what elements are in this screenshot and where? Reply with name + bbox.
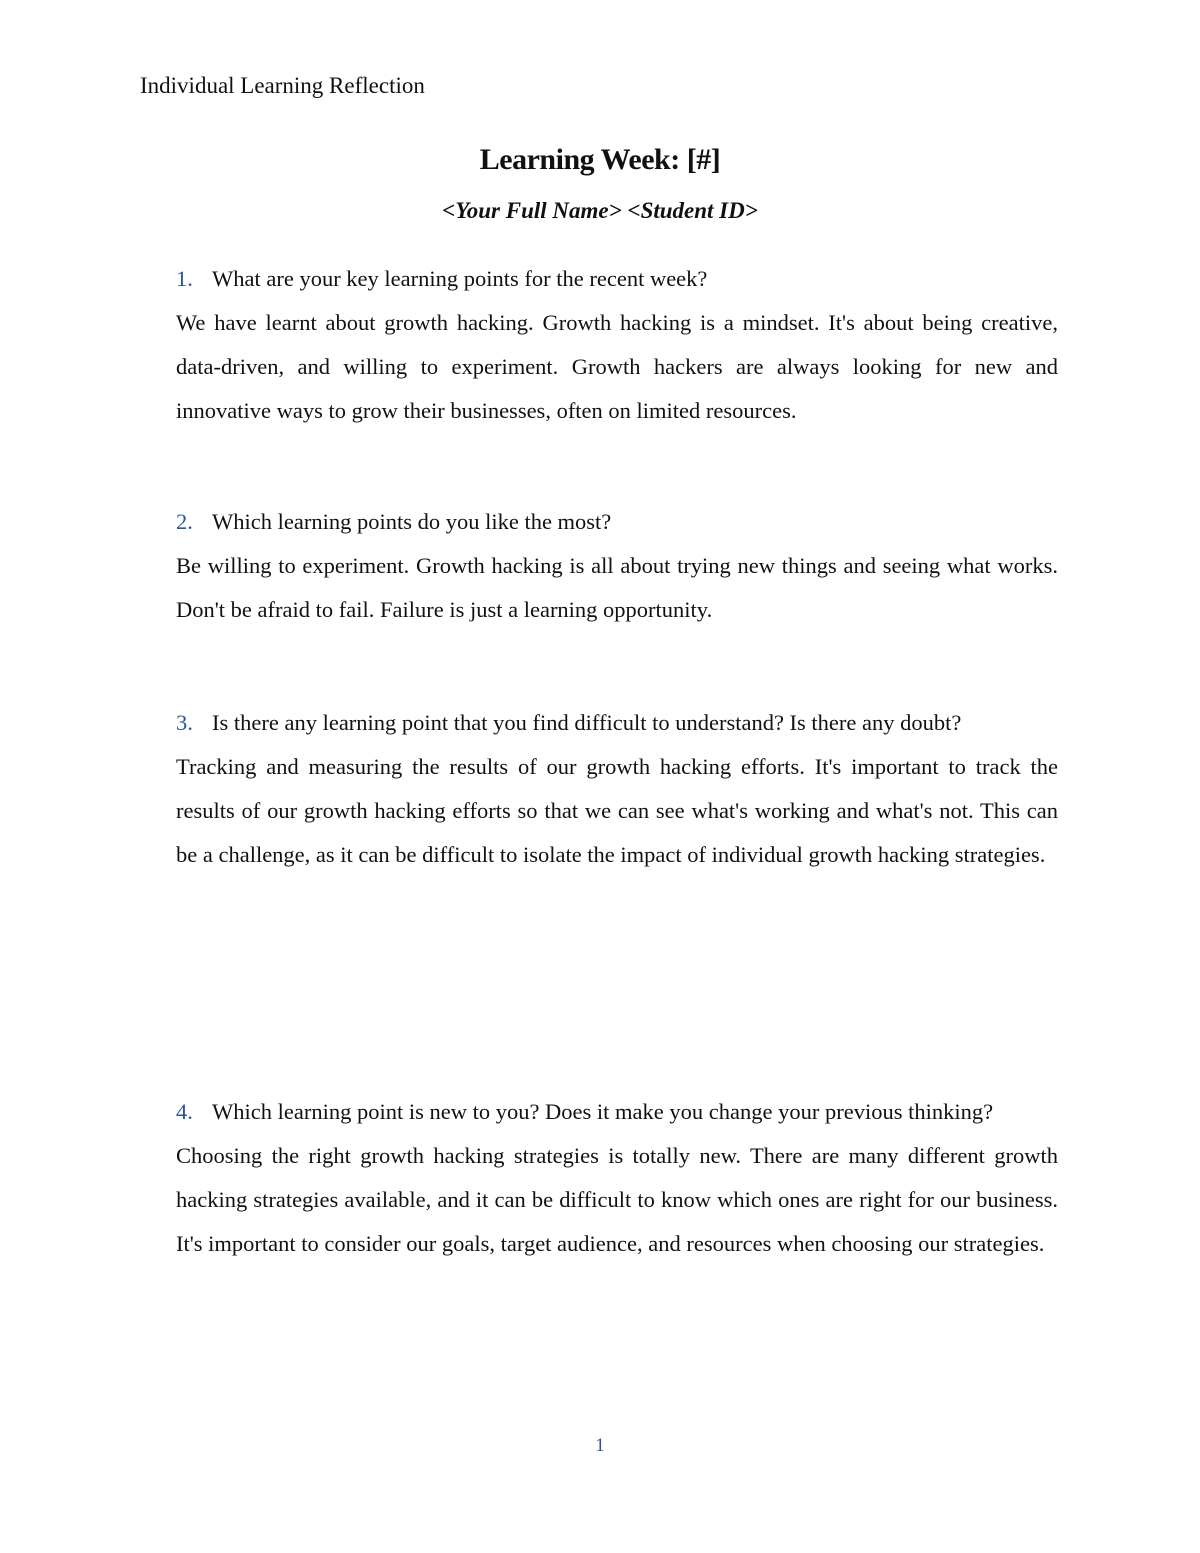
question-2 xyxy=(176,500,1058,544)
answer-1: We have learnt about growth hacking. Growth hacking is a mindset. It's about being creative, data-driven, and willing to experiment. Growth hackers are always looking for new and innovative ways to grow their businesses, often on limited resources. xyxy=(176,310,1058,423)
question-text: What are your key learning points for the recent week? xyxy=(212,266,708,291)
page-number: 1 xyxy=(595,1435,605,1456)
reflection-section-1 xyxy=(176,257,1058,433)
question-number: 3. xyxy=(176,710,193,735)
question-number: 2. xyxy=(176,509,193,534)
page-header: Individual Learning Reflection xyxy=(140,73,425,98)
document-title: Learning Week: [#] xyxy=(479,143,721,176)
answer-4: Choosing the right growth hacking strategies is totally new. There are many different growth hacking strategies available, and it can be difficult to know which ones are right for our business. It's important to consider our goals, target audience, and resources when choosing our strategies. xyxy=(176,1143,1058,1256)
question-4 xyxy=(176,1090,1058,1134)
question-1 xyxy=(176,257,1058,301)
question-text: Which learning points do you like the most? xyxy=(212,509,612,534)
answer-3: Tracking and measuring the results of our growth hacking efforts. It's important to track the results of our growth hacking efforts so that we can see what's working and what's not. This can be a challenge, as it can be difficult to isolate the impact of individual growth hacking strategies. xyxy=(176,754,1058,867)
question-number: 1. xyxy=(176,266,193,291)
reflection-section-3 xyxy=(176,701,1058,877)
document-subtitle: <Your Full Name> <Student ID> xyxy=(442,198,758,223)
question-3 xyxy=(176,701,1058,745)
question-text: Which learning point is new to you? Does it make you change your previous thinking? xyxy=(212,1099,994,1124)
reflection-section-4 xyxy=(176,1090,1058,1266)
answer-2: Be willing to experiment. Growth hacking is all about trying new things and seeing what works. Don't be afraid to fail. Failure is just a learning opportunity. xyxy=(176,553,1058,622)
reflection-section-2 xyxy=(176,500,1058,632)
question-number: 4. xyxy=(176,1099,193,1124)
question-text: Is there any learning point that you find difficult to understand? Is there any doubt? xyxy=(212,710,962,735)
